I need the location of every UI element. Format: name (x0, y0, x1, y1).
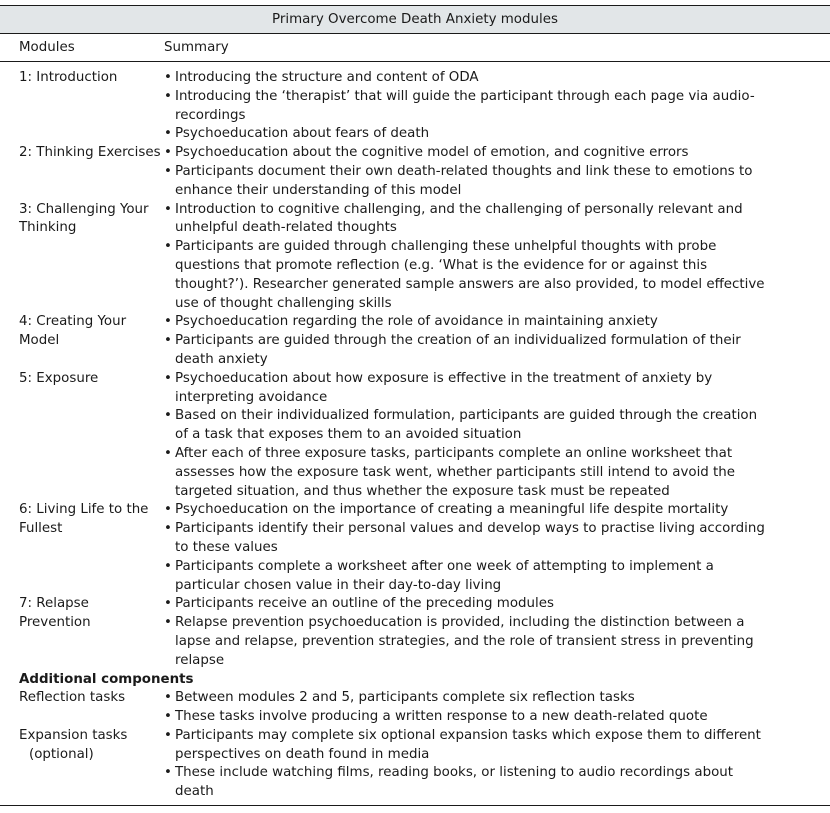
summary-bullet (164, 764, 830, 802)
bullet-text-line: Participants are guided through challenging these unhelpful thoughts with probe (175, 239, 717, 255)
bullet-text-line: These tasks involve producing a written response to a new death-related quote (175, 709, 708, 725)
bullet-text (175, 407, 775, 445)
bullet-text-line: Participants document their own death-related thoughts and link these to emotions to (175, 163, 753, 179)
table-bottom-rule (0, 805, 830, 806)
summary-bullet (164, 69, 830, 88)
summary-bullet (164, 595, 830, 614)
summary-bullet (164, 727, 830, 765)
bullet-text-line: unhelpful death-related thoughts (175, 220, 397, 236)
bullet-dot-icon: • (164, 765, 172, 781)
bullet-text-line: use of thought challenging skills (175, 295, 392, 311)
table-body (0, 62, 830, 802)
bullet-text (175, 88, 773, 126)
bullet-text-line: Relapse prevention psychoeducation is provided, including the distinction between a (175, 615, 745, 631)
bullet-dot-icon: • (164, 333, 172, 349)
bullet-dot-icon: • (164, 558, 172, 574)
module-summary (164, 201, 830, 314)
bullet-text-line: perspectives on death found in media (175, 746, 430, 762)
modules-table (0, 5, 830, 806)
table-row (0, 69, 830, 144)
module-summary (164, 689, 830, 727)
bullet-text-line: Psychoeducation about fears of death (175, 126, 430, 142)
table-row (0, 727, 830, 802)
bullet-text-line: questions that promote reflection (e.g. ‘What is the evidence for or against this (175, 257, 708, 273)
bullet-text-line: Psychoeducation on the importance of creating a meaningful life despite mortality (175, 502, 729, 518)
bullet-text-line: Participants identify their personal values and develop ways to practise living according (175, 521, 765, 537)
module-name-line: Reflection tasks (19, 690, 126, 706)
module-name-line: Expansion tasks (19, 727, 128, 743)
bullet-text-line: enhance their understanding of this model (175, 182, 462, 198)
module-summary (164, 370, 830, 502)
module-name (0, 689, 164, 727)
module-name-line: Model (19, 333, 60, 349)
bullet-text-line: lapse and relapse, prevention strategies, and the role of transient stress in preventing (175, 633, 754, 649)
table-row (0, 144, 830, 200)
table-row (0, 689, 830, 727)
module-name (0, 144, 164, 200)
bullet-dot-icon: • (164, 445, 172, 461)
bullet-text (175, 144, 707, 163)
table-row (0, 313, 830, 369)
bullet-text-line: of a task that exposes them to an avoided situation (175, 427, 522, 443)
bullet-dot-icon: • (164, 163, 172, 179)
bullet-dot-icon: • (164, 126, 172, 142)
bullet-text-line: death anxiety (175, 351, 268, 367)
module-summary (164, 313, 830, 369)
bullet-text (175, 689, 653, 708)
bullet-text-line: These include watching films, reading books, or listening to audio recordings about (175, 765, 734, 781)
bullet-text (175, 445, 753, 501)
bullet-text (175, 520, 783, 558)
table-header-row (0, 33, 830, 62)
bullet-text (175, 727, 779, 765)
summary-bullet (164, 238, 830, 313)
bullet-text-line: relapse (175, 652, 225, 668)
bullet-text-line: Participants may complete six optional expansion tasks which expose them to different (175, 727, 761, 743)
additional-rows (0, 689, 830, 802)
bullet-text-line: assesses how the exposure task went, whether participants still intend to avoid the (175, 464, 736, 480)
bullet-dot-icon: • (164, 70, 172, 85)
bullet-dot-icon: • (164, 690, 172, 706)
bullet-dot-icon: • (164, 709, 172, 725)
module-summary (164, 144, 830, 200)
module-name (0, 501, 164, 595)
bullet-dot-icon: • (164, 596, 172, 612)
module-name-line: Thinking (19, 220, 77, 236)
module-name-line: 1: Introduction (19, 70, 118, 85)
summary-bullet (164, 332, 830, 370)
bullet-text-line: Participants are guided through the creation of an individualized formulation of their (175, 333, 741, 349)
bullet-text (175, 764, 751, 802)
summary-bullet (164, 201, 830, 239)
module-rows (0, 69, 830, 671)
table-row (0, 370, 830, 502)
bullet-dot-icon: • (164, 314, 172, 330)
bullet-text-line: death (175, 784, 214, 800)
bullet-dot-icon: • (164, 521, 172, 537)
bullet-text-line: Introduction to cognitive challenging, and the challenging of personally relevant and (175, 201, 743, 217)
bullet-text-line: After each of three exposure tasks, participants complete an online worksheet that (175, 445, 733, 461)
table-row (0, 501, 830, 595)
summary-bullet (164, 689, 830, 708)
summary-bullet (164, 125, 830, 144)
bullet-text-line: Based on their individualized formulation, participants are guided through the creation (175, 408, 758, 424)
summary-bullet (164, 370, 830, 408)
module-name-line: 3: Challenging Your (19, 201, 149, 217)
bullet-dot-icon: • (164, 145, 172, 161)
bullet-dot-icon: • (164, 615, 172, 631)
bullet-text-line: Psychoeducation regarding the role of avoidance in maintaining anxiety (175, 314, 658, 330)
bullet-text-line: interpreting avoidance (175, 389, 328, 405)
bullet-text (175, 313, 676, 332)
bullet-text (175, 595, 572, 614)
bullet-text-line: Between modules 2 and 5, participants complete six reflection tasks (175, 690, 635, 706)
module-name-line: 6: Living Life to the (19, 502, 149, 518)
bullet-text-line: Psychoeducation about the cognitive model of emotion, and cognitive errors (175, 145, 689, 161)
bullet-dot-icon: • (164, 408, 172, 424)
bullet-text (175, 558, 732, 596)
module-name (0, 313, 164, 369)
summary-bullet (164, 144, 830, 163)
additional-components-heading: Additional components (19, 671, 194, 687)
header-modules: Modules (19, 40, 75, 55)
bullet-text-line: thought?’). Researcher generated sample answers are also provided, to model effective (175, 276, 765, 292)
module-name (0, 201, 164, 314)
bullet-text (175, 370, 730, 408)
module-summary (164, 69, 830, 144)
module-name-line: (optional) (29, 746, 94, 762)
bullet-text-line: recordings (175, 107, 246, 123)
summary-bullet (164, 445, 830, 501)
module-name-line: 5: Exposure (19, 370, 99, 386)
bullet-dot-icon: • (164, 239, 172, 255)
bullet-text (175, 708, 726, 727)
header-summary: Summary (164, 40, 229, 55)
bullet-text (175, 501, 746, 520)
bullet-text (175, 69, 497, 88)
bullet-text-line: targeted situation, and thus whether the exposure task must be repeated (175, 483, 670, 499)
module-name-line: 7: Relapse Prevention (19, 596, 91, 631)
summary-bullet (164, 614, 830, 670)
summary-bullet (164, 520, 830, 558)
module-name (0, 69, 164, 144)
bullet-text-line: Introducing the ‘therapist’ that will guide the participant through each page via audio- (175, 88, 755, 104)
module-name (0, 727, 164, 802)
summary-bullet (164, 407, 830, 445)
bullet-dot-icon: • (164, 502, 172, 518)
bullet-dot-icon: • (164, 201, 172, 217)
module-name (0, 595, 164, 670)
bullet-text-line: Introducing the structure and content of ODA (175, 70, 479, 85)
module-summary (164, 501, 830, 595)
bullet-text-line: Participants receive an outline of the preceding modules (175, 596, 554, 612)
summary-bullet (164, 163, 830, 201)
module-summary (164, 595, 830, 670)
bullet-text-line: Participants complete a worksheet after one week of attempting to implement a (175, 558, 714, 574)
summary-bullet (164, 501, 830, 520)
bullet-text (175, 163, 770, 201)
bullet-text-line: Psychoeducation about how exposure is effective in the treatment of anxiety by (175, 370, 713, 386)
module-name-line: 2: Thinking Exercises (19, 145, 161, 161)
bullet-text-line: to these values (175, 539, 278, 555)
module-name-line: Fullest (19, 521, 63, 537)
table-row (0, 201, 830, 314)
summary-bullet (164, 313, 830, 332)
summary-bullet (164, 558, 830, 596)
bullet-text-line: particular chosen value in their day-to-day living (175, 577, 502, 593)
module-name (0, 370, 164, 502)
table-caption: Primary Overcome Death Anxiety modules (0, 5, 830, 33)
bullet-text (175, 125, 447, 144)
bullet-dot-icon: • (164, 727, 172, 743)
bullet-text (175, 332, 759, 370)
bullet-text (175, 201, 761, 239)
table-row (0, 595, 830, 670)
module-name-line: 4: Creating Your (19, 314, 127, 330)
summary-bullet (164, 88, 830, 126)
bullet-text (175, 238, 783, 313)
summary-bullet (164, 708, 830, 727)
bullet-text (175, 614, 772, 670)
bullet-dot-icon: • (164, 88, 172, 104)
module-summary (164, 727, 830, 802)
bullet-dot-icon: • (164, 370, 172, 386)
